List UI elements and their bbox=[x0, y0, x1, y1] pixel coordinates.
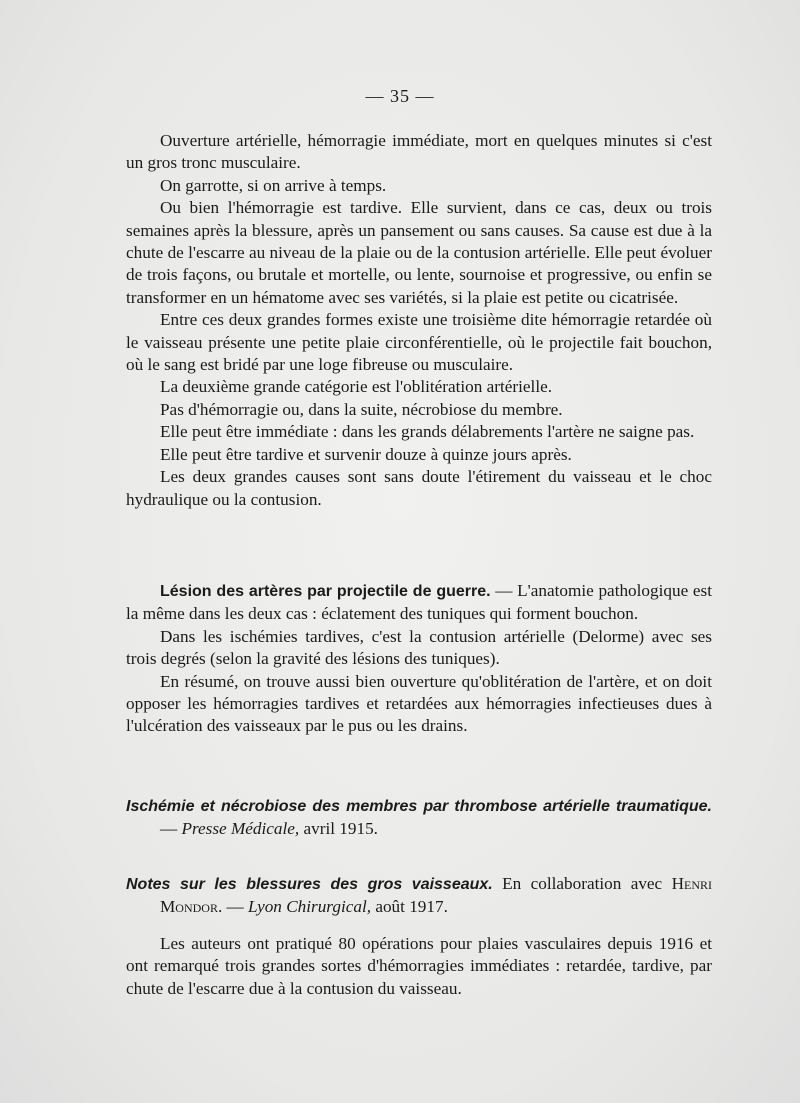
section-lesion-arteres bbox=[126, 580, 712, 738]
entry-date: août 1917. bbox=[371, 897, 448, 917]
paragraph: Ou bien l'hémorragie est tardive. Elle survient, dans ce cas, deux ou trois semaines après la blessure, après un pansement ou sans causes. Sa cause est due à la chute de l'escarre au niveau de la plaie ou de la contusion artérielle. Elle peut évoluer de trois façons, ou brutale et mortelle, ou lente, sournoise et progressive, ou enfin se transformer en un hématome avec ses variétés, si la plaie est petite ou cicatrisée. bbox=[126, 198, 712, 307]
paragraph: Elle peut être immédiate : dans les grands délabrements l'artère ne saigne pas. bbox=[160, 422, 695, 442]
paragraph: La deuxième grande catégorie est l'oblitération artérielle. bbox=[160, 377, 553, 397]
collaboration-text: En collaboration avec bbox=[492, 874, 672, 893]
text-block-arterial-wounds bbox=[126, 130, 712, 511]
paragraph: Entre ces deux grandes formes existe une troisième dite hémorragie retardée où le vaisseau présente une petite plaie circonférentielle, où le projectile fait bouchon, où le sang est bridé par une loge fibreuse ou musculaire. bbox=[126, 310, 712, 375]
entry-notes-blessures bbox=[126, 873, 712, 1000]
bibliographic-entry bbox=[126, 795, 712, 841]
paragraph: Les auteurs ont pratiqué 80 opérations pour plaies vasculaires depuis 1916 et ont remarqué trois grandes sortes d'hémorragies immédiates : retardée, tardive, par chute de l'escarre due à la contusion du vaisseau. bbox=[126, 933, 712, 998]
paragraph: Les deux grandes causes sont sans doute l'étirement du vaisseau et le choc hydraulique ou la contusion. bbox=[126, 467, 712, 509]
paragraph: On garrotte, si on arrive à temps. bbox=[160, 175, 387, 195]
paragraph: En résumé, on trouve aussi bien ouverture qu'oblitération de l'artère, et on doit opposer les hémorragies tardives et retardées aux hémorragies infectieuses dues à l'ulcération des vaisseaux par le pus ou les drains. bbox=[126, 671, 712, 736]
page-number: — 35 — bbox=[365, 86, 435, 106]
dash: — bbox=[222, 897, 249, 917]
journal-name: Lyon Chirurgical, bbox=[248, 897, 372, 917]
paragraph: Elle peut être tardive et survenir douze à quinze jours après. bbox=[160, 444, 572, 464]
entry-ischemie bbox=[126, 795, 712, 841]
paragraph-text: — L'anatomie pathologique est la même dans les deux cas : éclatement des tuniques qui forment bouchon. bbox=[126, 581, 713, 624]
entry-title: Notes sur les blessures des gros vaisseaux. bbox=[126, 876, 493, 893]
author-name: Henri Mondor. bbox=[160, 874, 712, 917]
paragraph: Dans les ischémies tardives, c'est la contusion artérielle (Delorme) avec ses trois degrés (selon la gravité des lésions des tuniques). bbox=[126, 626, 712, 669]
paragraph bbox=[126, 580, 712, 626]
dash: — bbox=[160, 819, 182, 839]
bibliographic-entry bbox=[126, 873, 712, 919]
section-heading: Lésion des artères par projectile de guerre. bbox=[160, 583, 491, 600]
paragraph: Pas d'hémorragie ou, dans la suite, nécrobiose du membre. bbox=[160, 399, 563, 419]
paragraph: Ouverture artérielle, hémorragie immédiate, mort en quelques minutes si c'est un gros tronc musculaire. bbox=[126, 131, 712, 173]
entry-title: Ischémie et nécrobiose des membres par thrombose artérielle traumatique. bbox=[126, 798, 712, 815]
entry-date: avril 1915. bbox=[299, 819, 378, 839]
journal-name: Presse Médicale, bbox=[181, 819, 300, 839]
